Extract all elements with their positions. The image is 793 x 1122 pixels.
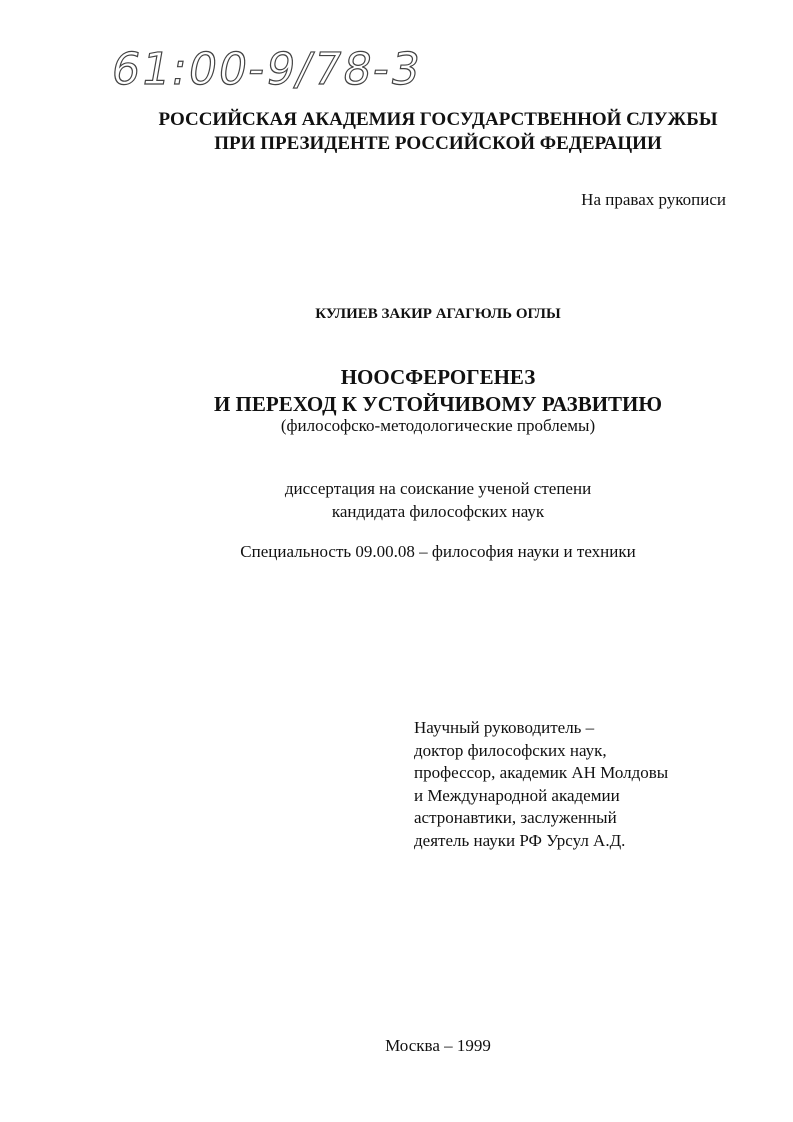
title-line-1: НООСФЕРОГЕНЕЗ xyxy=(340,365,536,389)
supervisor-line: астронавтики, заслуженный xyxy=(414,808,617,827)
institution-line-1: РОССИЙСКАЯ АКАДЕМИЯ ГОСУДАРСТВЕННОЙ СЛУЖБЫ xyxy=(158,109,718,130)
institution-name xyxy=(0,108,793,156)
supervisor-line: профессор, академик АН Молдовы xyxy=(414,763,669,782)
supervisor-block xyxy=(414,717,668,852)
supervisor-line: деятель науки РФ Урсул А.Д. xyxy=(414,830,626,850)
degree-line-1: диссертация на соискание ученой степени xyxy=(284,479,592,498)
title-line-2: И ПЕРЕХОД К УСТОЙЧИВОМУ РАЗВИТИЮ xyxy=(213,392,663,416)
dissertation-title xyxy=(0,364,793,418)
degree-line-2: кандидата философских наук xyxy=(331,502,545,521)
supervisor-line: доктор философских наук, xyxy=(414,740,607,760)
place-and-year: Москва – 1999 xyxy=(385,1036,491,1055)
supervisor-line: и Международной академии xyxy=(414,785,620,805)
institution-line-2: ПРИ ПРЕЗИДЕНТЕ РОССИЙСКОЙ ФЕДЕРАЦИИ xyxy=(214,133,662,154)
handwritten-archive-number: 61:00-9/78-3 xyxy=(107,44,426,95)
dissertation-subtitle: (философско-методологические проблемы) xyxy=(280,416,596,435)
manuscript-rights-note: На правах рукописи xyxy=(581,190,726,209)
supervisor-line: Научный руководитель – xyxy=(414,718,595,737)
specialty-code: Специальность 09.00.08 – философия науки и техники xyxy=(240,542,636,561)
degree-statement xyxy=(0,477,793,523)
author-name: КУЛИЕВ ЗАКИР АГАГЮЛЬ ОГЛЫ xyxy=(315,306,561,322)
